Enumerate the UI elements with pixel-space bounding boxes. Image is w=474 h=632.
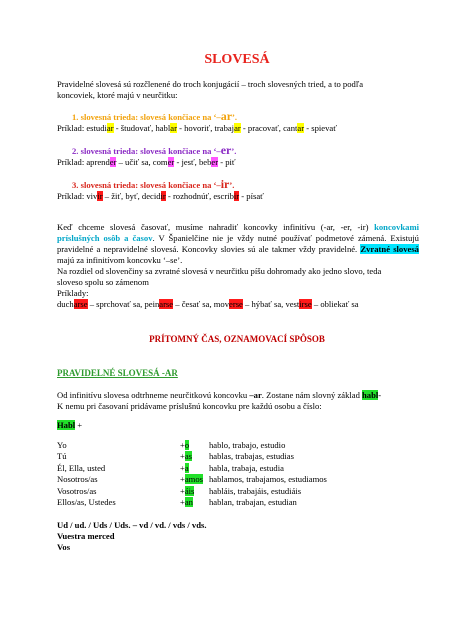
ending-highlight: ir xyxy=(233,191,240,201)
footer-line-1: Ud / ud. / Uds / Uds. – vd / vd. / vds / vds. xyxy=(57,520,207,530)
paragraph-reflexive-1: Na rozdiel od slovenčiny sa zvratné slovesá v neurčitku píšu dohromady ako jedno slovo, teda xyxy=(57,266,382,276)
reflexive-examples: ducharse – sprchovať sa, peinarse – česať sa, moverse – hýbať sa, vestirse – obliekať sa xyxy=(57,299,359,309)
class-3-example: Príklad: vivir – žiť, byť, decidir - rozhodnúť, escribir - písať xyxy=(57,191,264,201)
class-2-example: Príklad: aprender – učiť sa, comer - jesť, beber - piť xyxy=(57,157,236,167)
paragraph-stem-1: Od infinitívu slovesa odtrhneme neurčitkovú koncovku –ar. Zostane nám slovný základ habl- xyxy=(57,390,382,400)
footer-line-3: Vos xyxy=(57,542,71,552)
ending-highlight: ar xyxy=(106,123,114,133)
ending-highlight: arse xyxy=(73,299,88,309)
table-row: Nosotros/as +amos hablamos, trabajamos, estudiamos xyxy=(57,474,327,485)
ending-highlight: ar xyxy=(170,123,177,133)
class-3-heading: 3. slovesná trieda: slovesá končiace na ‘–ir’. xyxy=(72,177,235,191)
conjugation-table xyxy=(57,440,327,508)
class-1-heading: 1. slovesná trieda: slovesá končiace na ‘–ar’. xyxy=(72,109,238,123)
subsection-title: PRAVIDELNÉ SLOVESÁ -AR xyxy=(57,368,178,378)
ending-highlight: er xyxy=(211,157,219,167)
stem-label: Habl + xyxy=(57,420,83,430)
intro-line-1: Pravidelné slovesá sú rozčlenené do troch konjugácií – troch slovesných tried, a to podľa xyxy=(57,79,364,89)
class-1-example: Príklad: estudiar - študovať, hablar - hovoriť, trabajar - pracovať, cantar - spievať xyxy=(57,123,337,133)
ending-highlight: er xyxy=(167,157,175,167)
table-row: Yo +o hablo, trabajo, estudio xyxy=(57,440,286,450)
paragraph-stem-2: K nemu pri časovaní pridávame príslušnú koncovku pre každú osobu a číslo: xyxy=(57,401,322,411)
ending-highlight: er xyxy=(109,157,117,167)
paragraph-conjugation: Keď chceme slovesá časovať, musíme nahradiť koncovky infinitívu (-ar, -er, -ir) koncovkami príslušných osôb a časov. V Španielčine nie je vždy nutné používať podmetové zámená. Existujú pravidelné a nepravidelné slovesá. Koncovky slovies sú ale takmer vždy pravidelné. Zvratné slovesá majú za infinitívom koncovku ‘–se’. xyxy=(57,222,419,265)
table-row: Él, Ella, usted +a habla, trabaja, estudia xyxy=(57,462,284,473)
table-row: Vosotros/as +áis habláis, trabajáis, estudiáis xyxy=(57,485,302,496)
table-row: Tú +as hablas, trabajas, estudias xyxy=(57,451,294,462)
ending-highlight: ir xyxy=(97,191,103,201)
class-2-heading: 2. slovesná trieda: slovesá končiace na ‘–er’. xyxy=(72,143,237,157)
ending-highlight: ar xyxy=(297,123,305,133)
ending-highlight: ir xyxy=(160,191,166,201)
ending-highlight: erse xyxy=(229,299,243,309)
page-title: SLOVESÁ xyxy=(204,52,270,67)
section-title: PRÍTOMNÝ ČAS, OZNAMOVACÍ SPÔSOB xyxy=(149,334,325,344)
ending-highlight: irse xyxy=(299,299,312,309)
examples-label: Príklady: xyxy=(57,288,89,298)
table-row: Ellos/as, Ustedes +an hablan, trabajan, estudian xyxy=(57,497,297,508)
paragraph-reflexive-2: sloveso spolu so zámenom xyxy=(57,277,149,287)
ending-highlight: ar xyxy=(234,123,241,133)
footer-line-2: Vuestra merced xyxy=(57,531,115,541)
ending-highlight: arse xyxy=(159,299,174,309)
intro-line-2: koncoviek, ktoré majú v neurčitku: xyxy=(57,90,178,100)
